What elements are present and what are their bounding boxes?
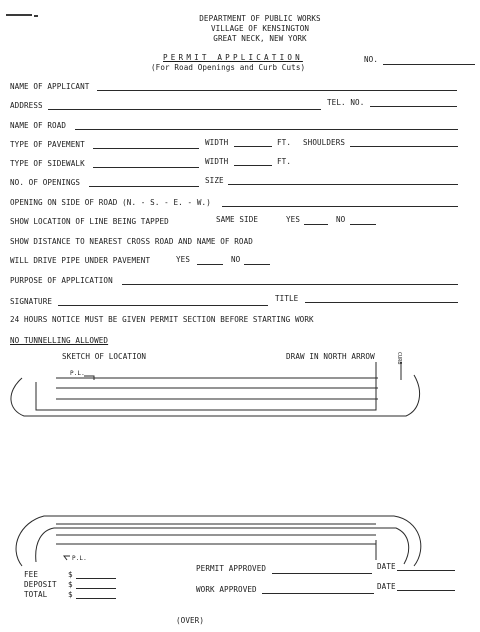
work-approved-label: WORK APPROVED <box>196 585 257 594</box>
notice-text: 24 HOURS NOTICE MUST BE GIVEN PERMIT SECTION BEFORE STARTING WORK <box>10 315 314 324</box>
yes-label: YES <box>286 215 301 224</box>
pl-top-label: P.L. <box>70 370 85 377</box>
title-label: TITLE <box>275 294 299 303</box>
over-label: (OVER) <box>176 616 205 625</box>
form-title: PERMIT APPLICATION <box>163 53 303 62</box>
size-label: SIZE <box>205 176 224 185</box>
name-of-applicant-label: NAME OF APPLICANT <box>10 82 90 91</box>
no-label: NO <box>231 255 241 264</box>
fee-label: FEE <box>24 570 39 579</box>
will-drive-pipe-label: WILL DRIVE PIPE UNDER PAVEMENT <box>10 256 151 265</box>
dollar-sign: $ <box>68 580 73 589</box>
north-arrow-label: DRAW IN NORTH ARROW <box>286 352 375 361</box>
date-label: DATE <box>377 582 396 591</box>
type-of-sidewalk-label: TYPE OF SIDEWALK <box>10 159 85 168</box>
work-approved-field[interactable] <box>262 593 374 594</box>
same-side-label: SAME SIDE <box>216 215 259 224</box>
location-heading: GREAT NECK, NEW YORK <box>213 34 307 43</box>
pl-bottom-label: P.L. <box>72 555 87 562</box>
name-of-road-label: NAME OF ROAD <box>10 121 67 130</box>
show-location-label: SHOW LOCATION OF LINE BEING TAPPED <box>10 217 169 226</box>
show-distance-label: SHOW DISTANCE TO NEAREST CROSS ROAD AND NAME OF ROAD <box>10 237 253 246</box>
purpose-label: PURPOSE OF APPLICATION <box>10 276 113 285</box>
dollar-sign: $ <box>68 590 73 599</box>
total-field[interactable] <box>76 598 116 599</box>
address-label: ADDRESS <box>10 101 43 110</box>
signature-label: SIGNATURE <box>10 297 53 306</box>
no-label: NO <box>336 215 346 224</box>
tel-no-label: TEL. NO. <box>327 98 365 107</box>
yes-label: YES <box>176 255 191 264</box>
form-subtitle: (For Road Openings and Curb Cuts) <box>151 63 306 72</box>
permit-approved-label: PERMIT APPROVED <box>196 564 267 573</box>
no-of-openings-label: NO. OF OPENINGS <box>10 178 81 187</box>
date-label: DATE <box>377 562 396 571</box>
ft-label: FT. <box>277 138 292 147</box>
width-label: WIDTH <box>205 138 229 147</box>
curb-label: CURB <box>396 352 402 365</box>
fee-field[interactable] <box>76 578 116 579</box>
shoulders-label: SHOULDERS <box>303 138 346 147</box>
opening-on-side-label: OPENING ON SIDE OF ROAD (N. - S. - E. - W.) <box>10 198 211 207</box>
deposit-field[interactable] <box>76 588 116 589</box>
work-date-field[interactable] <box>397 590 455 591</box>
dollar-sign: $ <box>68 570 73 579</box>
total-label: TOTAL <box>24 590 48 599</box>
type-of-pavement-label: TYPE OF PAVEMENT <box>10 140 85 149</box>
permit-approved-field[interactable] <box>272 573 372 574</box>
no-tunnelling-text: NO TUNNELLING ALLOWED <box>10 336 109 345</box>
sketch-label: SKETCH OF LOCATION <box>62 352 147 361</box>
no-label: NO. <box>364 55 379 64</box>
ft-label: FT. <box>277 157 292 166</box>
deposit-label: DEPOSIT <box>24 580 57 589</box>
permit-date-field[interactable] <box>397 570 455 571</box>
village-heading: VILLAGE OF KENSINGTON <box>210 24 310 33</box>
department-heading: DEPARTMENT OF PUBLIC WORKS <box>199 14 321 23</box>
width-label: WIDTH <box>205 157 229 166</box>
